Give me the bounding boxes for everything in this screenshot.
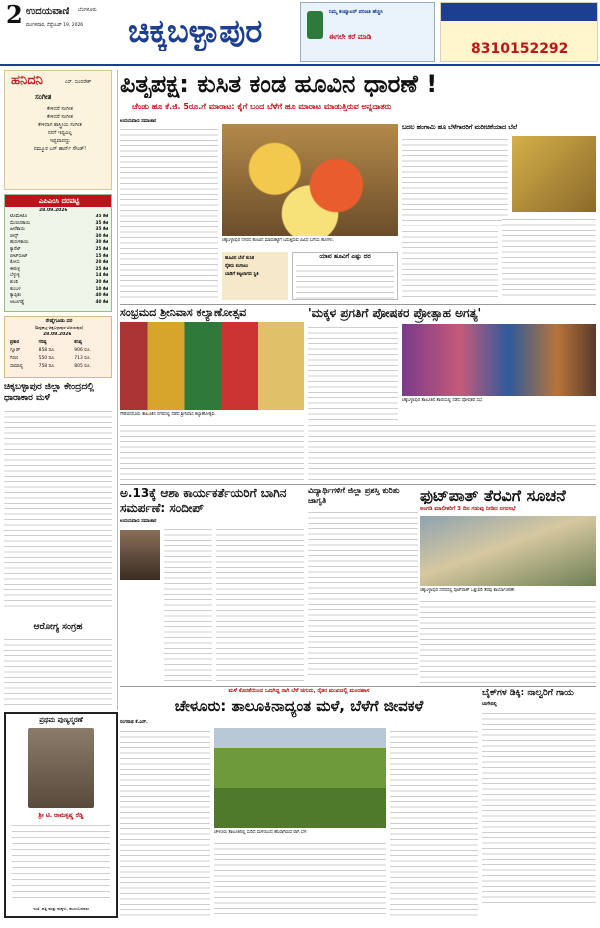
price-item: ಕೋಸು: [10, 260, 20, 266]
page-number: 2: [6, 0, 23, 29]
footpath-headline: ಫುಟ್‌ಪಾತ್ ತೆರವಿಗೆ ಸೂಚನೆ: [420, 486, 566, 505]
apmc-price-table: [9, 214, 109, 306]
table-row: [9, 214, 109, 221]
footpath-story: [420, 486, 596, 684]
footpath-body: [420, 598, 596, 684]
lead-subhead: ಚೆಂಡು ಹೂ ಕೆ.ಜಿ. 5ರೂ.ಗೆ ಮಾರಾಟ: ಕೈಗೆ ಬಂದ ಬೆಳೆಗೆ ಹೂ ಮಾರಾಟ ಮಾಡುತ್ತಿರುವ ಅನ್ನದಾತರು: [132, 102, 392, 111]
parents-photo: [402, 324, 596, 396]
price-value: 40 ಕೆಜಿ: [95, 299, 108, 305]
section-rule: [120, 484, 596, 485]
registration-marks: [150, 920, 450, 928]
column-header: ಕನಿಷ್ಠ: [74, 340, 82, 345]
table-cell: 550 ರೂ.: [38, 356, 56, 361]
bike-story: [482, 688, 596, 920]
price-value: 30 ಕೆಜಿ: [95, 233, 108, 239]
table-row: [9, 267, 109, 274]
price-item: ಬೀನ್ಸ್: [10, 233, 19, 239]
kalyanotsava-body: [120, 422, 304, 480]
price-value: 35 ಕೆಜಿ: [95, 220, 108, 226]
table-cell: ಗ್ಲೂಡ್: [10, 348, 21, 353]
table-row: [9, 234, 109, 241]
asha-body-2: [216, 526, 304, 682]
sidebar-title: ಬದಲ ಹಂಗಾಮಿ ಹೂ ಬೆಳೆಗಾರರಿಗೆ ಮರೀಚಿಕೆಯಾದ ಬೆಲೆ: [402, 124, 518, 131]
obituary-title: ಪ್ರಥಮ ಪುಣ್ಯಸ್ಮರಣೆ: [39, 716, 83, 724]
parents-headline: 'ಮಕ್ಕಳ ಪ್ರಗತಿಗೆ ಪೋಷಕರ ಪ್ರೋತ್ಸಾಹ ಅಗತ್ಯ': [308, 306, 482, 320]
hymn-story: [4, 622, 112, 712]
sidebar-body-1: [402, 136, 508, 226]
price-item: ಟೊಮೇಟೊ: [10, 214, 27, 219]
silk-price-table: [9, 339, 109, 371]
table-cell: ಸಾಮಾನ್ಯ: [10, 364, 23, 369]
silk-title: ರೇಷ್ಮೆಗೂಡು ದರ: [45, 318, 73, 324]
kalyanotsava-headline: ಸಂಭ್ರಮದ ಶ್ರೀನಿವಾಸ ಕಲ್ಯಾಣೋತ್ಸವ: [120, 306, 247, 319]
price-value: 35 ಕೆಜಿ: [95, 214, 108, 219]
flower-price-title: ಯಾವ ಹೂವಿಗೆ ಎಷ್ಟು ದರ: [319, 253, 371, 260]
silk-price-box: [4, 316, 112, 378]
students-headline: ವಿದ್ಯಾರ್ಥಿಗಳಿಗೆ ಜಿಲ್ಲಾ ಪ್ರಶಸ್ತಿ ಕುರಿತು ಜಾಗೃತಿ: [308, 486, 400, 505]
students-body: [308, 509, 418, 679]
asha-byline: ಉದಯವಾಣಿ ಸಮಾಚಾರ: [120, 519, 157, 524]
price-value: 25 ಕೆಜಿ: [95, 246, 108, 252]
chelur-caption: ಚೇಳೂರು ತಾಲೂಕಿನಲ್ಲಿ ಸುರಿದ ಮಳೆಯಿಂದ ಹಸಿರಾಗಿರುವ ರಾಗಿ ಬೆಳೆ.: [214, 830, 308, 835]
chelur-photo: [214, 728, 386, 828]
table-row: [9, 260, 109, 267]
hanidani-title: ಹನಿದನಿ: [11, 73, 43, 88]
section-rule: [120, 304, 596, 305]
chelur-kicker: ಮಳೆ ಕೊರತೆಯಿಂದ ಒಣಗಿದ್ದ ರಾಗಿ ಬೆಳೆ ಚಿಗುರು, ರೈತರ ಮುಖದಲ್ಲಿ ಮಂದಹಾಸ: [228, 688, 370, 694]
table-row: [9, 287, 109, 294]
obituary-text: [12, 822, 110, 902]
rain-story: [4, 382, 112, 620]
table-row: [9, 293, 109, 300]
poem-line: ನಮ್ಮೂರ ಬಸ್ ಹಾರ್ನ್ ಸೌಂಡ್!: [33, 146, 87, 152]
price-item: ಕ್ಯಾಪ್ಸಿಕಂ: [10, 293, 22, 299]
table-row: [9, 247, 109, 254]
price-item: ಈರುಳ್ಳಿ: [10, 266, 20, 272]
hanidani-box: [4, 70, 112, 190]
price-item: ಶುಂಠಿ: [10, 279, 18, 285]
bike-body: [482, 710, 596, 906]
bullet-item: ಹೂವಿನ ಬೆಲೆ ಕುಸಿತ: [225, 256, 255, 261]
ad-phone: 8310152292: [471, 41, 569, 57]
lead-photo: [222, 124, 398, 236]
silk-sub: (ಶಿಡ್ಲಘಟ್ಟ-ಚಿಕ್ಕಬಳ್ಳಾಪುರ-ವಿಜಯಪುರ): [34, 325, 84, 330]
top-ad-right: [440, 2, 598, 62]
bike-byline: ಬಾಗೇಪಲ್ಲಿ: [482, 702, 497, 707]
sidebar-photo: [512, 136, 596, 212]
date-line: ಮಂಗಳವಾರ, ಸೆಪ್ಟೆಂಬರ್ 19, 2026: [26, 23, 84, 28]
table-row: [9, 347, 109, 355]
table-row: [9, 300, 109, 307]
price-item: ಬೆಳ್ಳುಳ್ಳಿ: [10, 273, 20, 279]
hymn-body: [4, 636, 112, 706]
price-item: ಆಲೂಗಡ್ಡೆ: [10, 299, 25, 305]
chelur-byline: ರಂಗನಾಥ ಕೆ.ಎನ್.: [120, 720, 148, 725]
phone-icon: [307, 11, 323, 39]
edition-label: ಬೆಂಗಳೂರು: [78, 7, 97, 13]
price-item: ಕ್ಯಾರೆಟ್: [10, 246, 21, 252]
lead-body-col1: [120, 126, 218, 300]
parents-body-1: [308, 324, 398, 420]
chelur-story: [120, 688, 478, 920]
table-cell: 805 ರೂ.: [74, 364, 91, 369]
kalyanotsava-photo: [120, 322, 304, 410]
table-header-row: [9, 339, 109, 347]
poem-title: ಸಂಗೀತ: [35, 93, 52, 101]
asha-photo: [120, 530, 160, 580]
obituary-name: ಶ್ರೀ ಟಿ. ರಾಮಕೃಷ್ಣ ರೆಡ್ಡಿ: [38, 812, 84, 819]
kalyanotsava-caption: ಗೌರಿಬಿದನೂರು ತಾಲೂಕಿನ ನಗರದಲ್ಲಿ ನಡೆದ ಶ್ರೀನಿವಾಸ ಕಲ್ಯಾಣೋತ್ಸವ.: [120, 412, 216, 417]
table-cell: 906 ರೂ.: [74, 348, 91, 353]
poem-line: ನನಗೆ ಇಷ್ಟವಿಲ್ಲ: [47, 130, 73, 136]
table-row: [9, 363, 109, 371]
table-row: [9, 254, 109, 261]
obituary-photo: [28, 728, 94, 808]
price-item: ಬೀಟ್‌ರೂಟ್: [10, 253, 28, 259]
silk-date: 28.09.2026: [43, 332, 72, 337]
bike-headline: ಬೈಕ್‌ಗಳ ಡಿಕ್ಕಿ: ನಾಲ್ವರಿಗೆ ಗಾಯ: [482, 688, 574, 698]
chelur-headline: ಚೇಳೂರು: ತಾಲೂಕಿನಾದ್ಯಂತ ಮಳೆ, ಬೆಳೆಗೆ ಜೀವಕಳೆ: [174, 697, 424, 715]
ad-text: ನಿಮ್ಮ ಕಂಪ್ಯೂಟರ್ ಪರಿಣತಿ ಹೆಚ್ಚಿಸಿ: [329, 9, 383, 15]
poem-line: ಇಷ್ಟವಾದದ್ದು: [49, 138, 71, 144]
apmc-date: 28.09.2026: [39, 208, 68, 213]
poem-line: ಕೇಳಿದರೆ ಸಂಗೀತ: [47, 114, 73, 120]
rain-body: [4, 408, 112, 608]
price-item: ಮೆಣಸಿನಕಾಯಿ: [10, 220, 31, 226]
price-item: ಹುರುಳಿಕಾಯಿ: [10, 240, 29, 246]
apmc-price-box: [4, 194, 112, 312]
column-header: ಗರಿಷ್ಠ: [38, 340, 47, 345]
table-cell: 713 ರೂ.: [74, 356, 91, 361]
masthead: [0, 0, 600, 66]
price-value: 35 ಕೆಜಿ: [95, 227, 108, 233]
column-rule: [117, 70, 118, 710]
lead-caption: ಚಿಕ್ಕಬಳ್ಳಾಪುರ ನಗರದ ಹೂವಿನ ಮಾರುಕಟ್ಟೆಗೆ ಬರುತ್ತಿರುವ ವಿವಿಧ ಬಗೆಯ ಹೂಗಳು.: [222, 238, 335, 243]
students-story: [308, 486, 418, 684]
sidebar-body-3: [502, 216, 596, 300]
table-row: [9, 355, 109, 363]
poem-line: ಕೇಳಿದಾಗ ಶಾಸ್ತ್ರೀಯ ಸಂಗೀತ: [38, 122, 82, 128]
price-value: 20 ಕೆಜಿ: [95, 260, 108, 266]
parents-caption: ಚಿಕ್ಕಬಳ್ಳಾಪುರ ತಾಲೂಕಿನ ಶಾಲೆಯಲ್ಲಿ ನಡೆದ ಪೋಷಕರ ಸಭೆ.: [402, 398, 484, 403]
top-ad-left: [300, 2, 435, 62]
footpath-caption: ಚಿಕ್ಕಬಳ್ಳಾಪುರ ನಗರದಲ್ಲಿ ಫುಟ್‌ಪಾತ್ ಒತ್ತುವರಿ ತೆರವು ಕಾರ್ಯಾಚರಣೆ.: [420, 588, 516, 593]
lead-sidebar: [402, 124, 596, 300]
column-header: ಪ್ರಕಾರ: [10, 340, 20, 345]
table-cell: 758 ರೂ.: [38, 364, 56, 369]
hymn-headline: ಆರೋಗ್ಯ ಸಂಗ್ರಹ: [33, 622, 83, 632]
price-value: 25 ಕೆಜಿ: [95, 266, 108, 272]
footpath-subhead: ಅಂಗಡಿ ಮಾಲೀಕರಿಗೆ 3 ದಿನ ಗಡುವು ನೀಡಿದ ನಗರಸಭೆ: [420, 506, 516, 512]
poem-line: ಕೇಳಿದರೆ ಸಂಗೀತ: [47, 106, 73, 112]
rain-headline: ಚಿಕ್ಕಬಳ್ಳಾಪುರ ಜಿಲ್ಲಾ ಕೇಂದ್ರದಲ್ಲಿ ಧಾರಾಕಾರ ಮಳೆ: [4, 382, 94, 403]
table-cell: ಗಿರಣಿ: [10, 356, 19, 361]
lead-story: [120, 70, 596, 302]
footpath-photo: [420, 516, 596, 586]
table-row: [9, 273, 109, 280]
price-value: 14 ಕೆಜಿ: [95, 273, 108, 279]
chelur-body-3: [390, 728, 478, 918]
lead-bullets: [222, 252, 288, 300]
table-row: [9, 227, 109, 234]
price-item: ಹೀರೆಕಾಯಿ: [10, 227, 25, 233]
obituary-box: [4, 712, 118, 918]
bullet-item: ಬಾಡಿಗೆ ಕಟ್ಟಲಾಗದ ಸ್ಥಿತಿ: [225, 272, 259, 277]
paper-name: ಉದಯವಾಣಿ: [26, 6, 70, 17]
asha-headline: ಅ.13ಕ್ಕೆ ಆಶಾ ಕಾರ್ಯಕರ್ತೆಯರಿಗೆ ಬಾಗಿನ ಸಮರ್ಪಣೆ: ಸಂದೀಪ್: [120, 486, 287, 515]
flower-price-box: [292, 252, 398, 300]
asha-story: [120, 486, 304, 684]
sidebar-body-2: [402, 228, 498, 300]
asha-body-1: [164, 526, 212, 682]
chelur-body-2: [214, 840, 386, 918]
price-value: 10 ಕೆಜಿ: [95, 286, 108, 292]
section-title: ಚಿಕ್ಕಬಳ್ಳಾಪುರ: [128, 12, 263, 50]
hanidani-author: ಎಸ್. ಸುಂದರೇಶ್: [65, 80, 92, 85]
poem-body: [13, 105, 107, 153]
flower-price-body: [296, 262, 394, 300]
price-value: 30 ಕೆಜಿ: [95, 279, 108, 285]
obituary-footer: ಇಂತಿ: ಪತ್ನಿ ಮತ್ತು ಮಕ್ಕಳು, ಕುಟುಂಬದವರು: [32, 906, 90, 911]
price-value: 40 ಕೆಜಿ: [95, 293, 108, 299]
kalyanotsava-story: [120, 306, 304, 482]
parents-story: [308, 306, 596, 482]
table-row: [9, 280, 109, 287]
bullet-item: ರೈತರು ಕಂಗಾಲು: [225, 264, 249, 269]
table-row: [9, 240, 109, 247]
price-item: ಕುಂಬಳ: [10, 286, 21, 292]
parents-body-2: [308, 422, 596, 482]
lead-byline: ಉದಯವಾಣಿ ಸಮಾಚಾರ: [120, 119, 157, 124]
apmc-title: ಎಪಿಎಂಸಿ ದರಪಟ್ಟಿ: [5, 195, 112, 207]
table-row: [9, 221, 109, 228]
price-value: 15 ಕೆಜಿ: [95, 253, 108, 259]
ad-text-2: ಈಗಲೇ ಕರೆ ಮಾಡಿ: [329, 33, 372, 41]
chelur-body-1: [120, 728, 210, 918]
section-rule: [120, 686, 596, 687]
ad-right-strip: [441, 3, 598, 21]
price-value: 30 ಕೆಜಿ: [95, 240, 108, 246]
lead-headline: ಪಿತೃಪಕ್ಷ: ಕುಸಿತ ಕಂಡ ಹೂವಿನ ಧಾರಣೆ !: [120, 70, 438, 98]
table-cell: 858 ರೂ.: [38, 348, 56, 353]
